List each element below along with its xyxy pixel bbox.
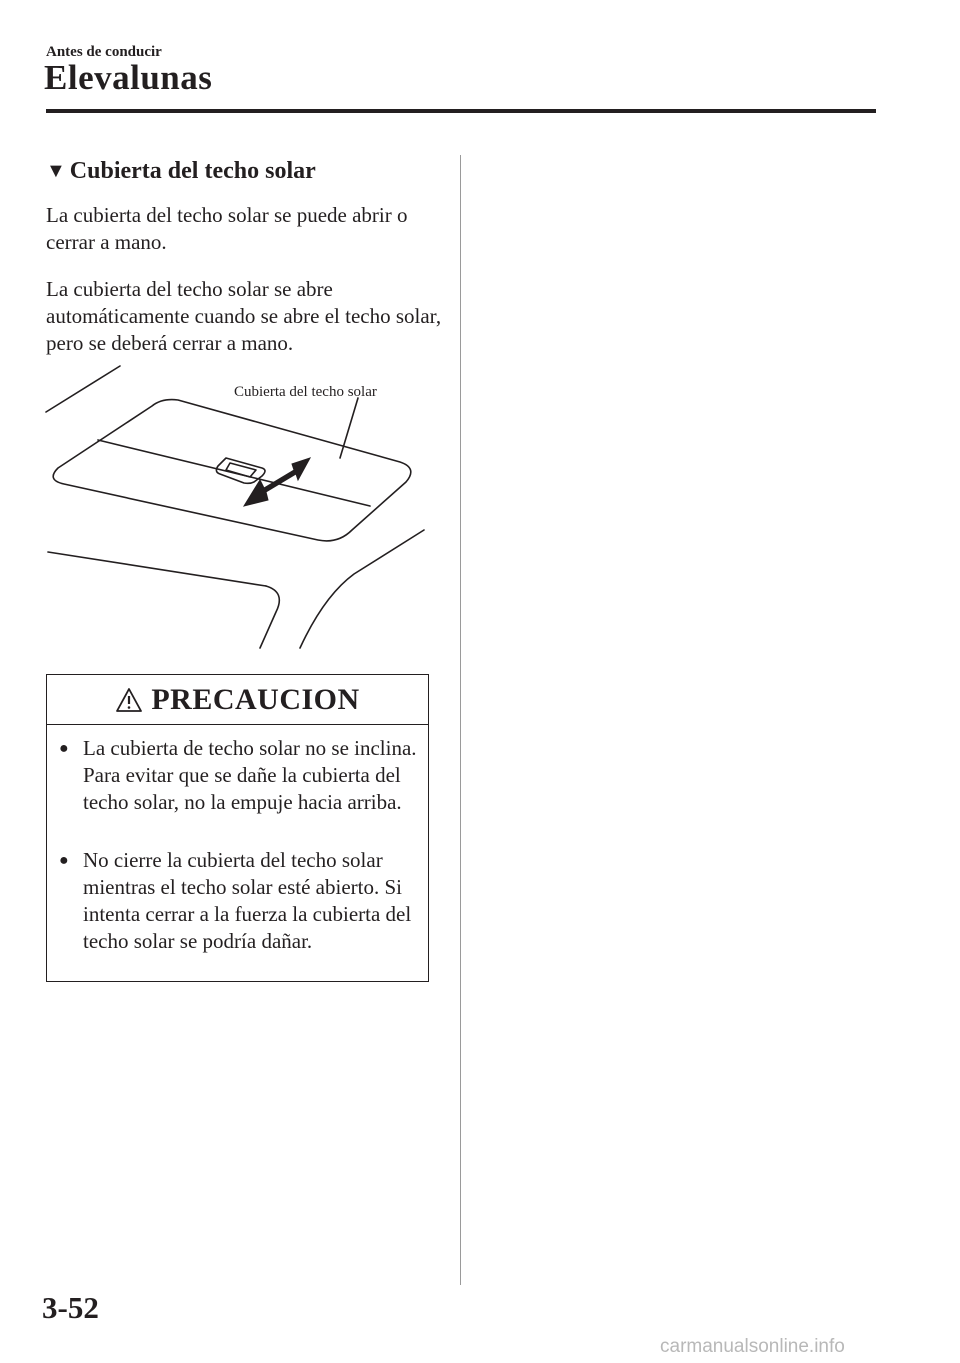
- paragraph-2: La cubierta del techo solar se abre automáticamente cuando se abre el techo solar, pero se deberá cerrar a mano.: [46, 277, 442, 355]
- subheading: [46, 158, 316, 185]
- triangle-marker-icon: ▼: [46, 160, 66, 182]
- caution-bullet-1: [59, 735, 424, 816]
- paragraph-1: La cubierta del techo solar se puede abrir o cerrar a mano.: [46, 203, 408, 254]
- caution-bullet-2: [59, 847, 424, 955]
- bullet-dot-icon: ●: [59, 852, 69, 869]
- bullet-dot-icon: ●: [59, 740, 69, 757]
- subheading-text: Cubierta del techo solar: [69, 158, 316, 184]
- figure-callout-label: Cubierta del techo solar: [234, 384, 377, 400]
- page-number: 3-52: [42, 1290, 99, 1325]
- caution-header: [47, 675, 428, 725]
- warning-triangle-icon: [115, 687, 143, 713]
- caution-bullet-text: No cierre la cubierta del techo solar mientras el techo solar esté abierto. Si intenta cerrar a la fuerza la cubierta del techo solar se podría dañar.: [83, 848, 412, 953]
- caution-box: [46, 674, 429, 982]
- watermark: carmanualsonline.info: [660, 1336, 845, 1357]
- caution-bullet-text: La cubierta de techo solar no se inclina. Para evitar que se dañe la cubierta del techo solar, no la empuje hacia arriba.: [83, 736, 417, 814]
- section-title: Elevalunas: [44, 58, 213, 97]
- sunroof-cover-illustration: [40, 360, 440, 660]
- header-rule: [46, 109, 876, 113]
- chapter-label: Antes de conducir: [46, 44, 162, 60]
- caution-title: PRECAUCION: [151, 682, 360, 716]
- column-divider: [460, 155, 461, 1285]
